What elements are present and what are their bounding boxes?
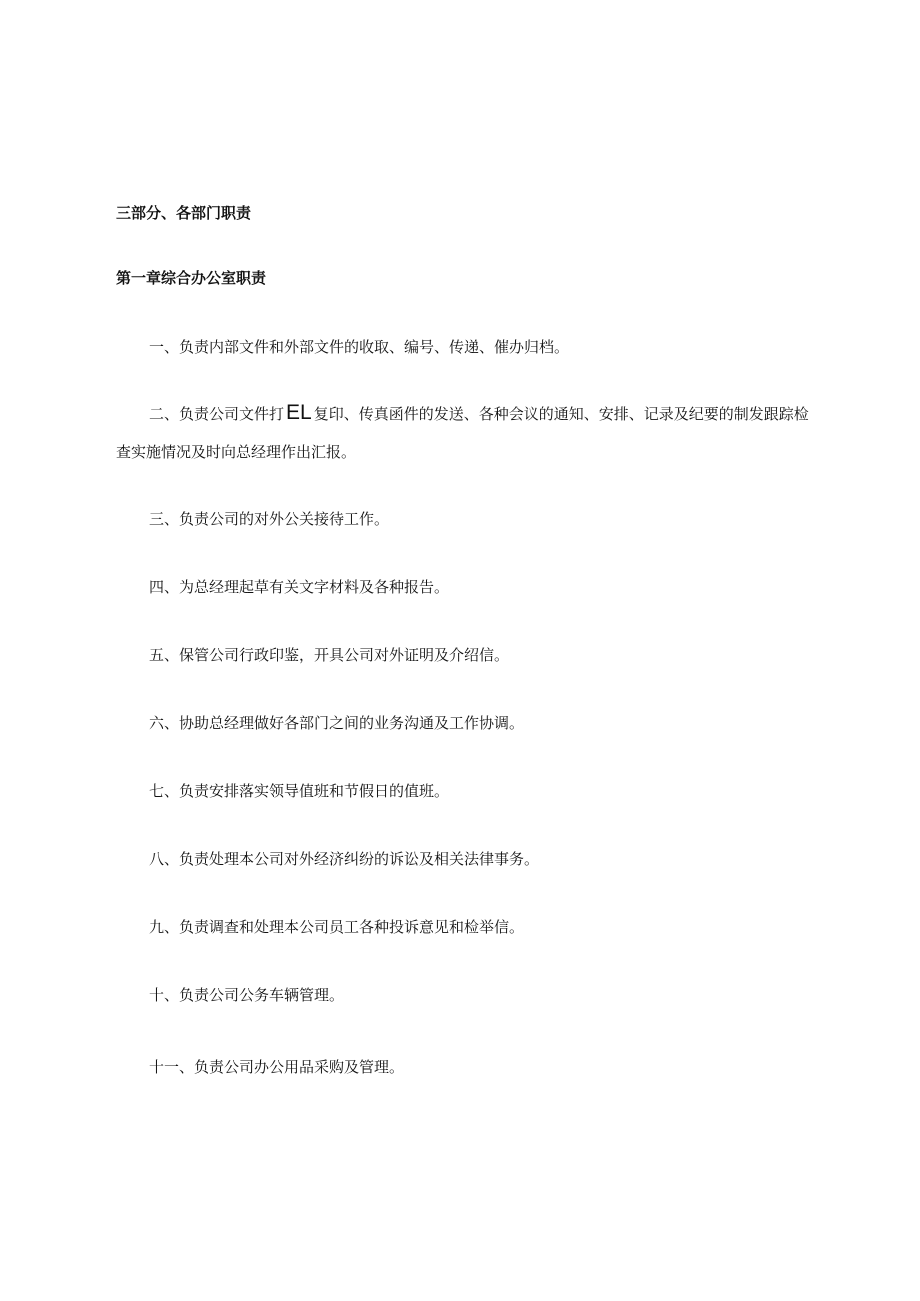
duty-item-11: 十一、负责公司办公用品采购及管理。 xyxy=(149,1058,405,1076)
part-title: 三部分、各部门职责 xyxy=(116,204,252,222)
duty-item-9: 九、负责调查和处理本公司员工各种投诉意见和检举信。 xyxy=(149,918,525,936)
duty-item-3: 三、负责公司的对外公关接待工作。 xyxy=(149,510,390,528)
duty-item-7: 七、负责安排落实领导值班和节假日的值班。 xyxy=(149,782,450,800)
duty-item-2-after: 复印、传真函件的发送、各种会议的通知、安排、记录及纪要的制发跟踪检查实施情况及时向总经理作出汇报。 xyxy=(116,405,809,461)
chapter-title: 第一章综合办公室职责 xyxy=(116,269,267,287)
duty-item-8: 八、负责处理本公司对外经济纠纷的诉讼及相关法律事务。 xyxy=(149,850,540,868)
duty-item-2-before: 二、负责公司文件打 xyxy=(149,405,285,423)
duty-item-4: 四、为总经理起草有关文字材料及各种报告。 xyxy=(149,578,450,596)
duty-item-6: 六、协助总经理做好各部门之间的业务沟通及工作协调。 xyxy=(149,714,525,732)
duty-item-2 xyxy=(116,394,816,471)
duty-item-10: 十、负责公司公务车辆管理。 xyxy=(149,986,345,1004)
duty-item-1: 一、负责内部文件和外部文件的收取、编号、传递、催办归档。 xyxy=(149,338,570,356)
duty-item-2-big-text: EL xyxy=(286,401,312,424)
duty-item-5: 五、保管公司行政印鉴，开具公司对外证明及介绍信。 xyxy=(149,646,510,664)
